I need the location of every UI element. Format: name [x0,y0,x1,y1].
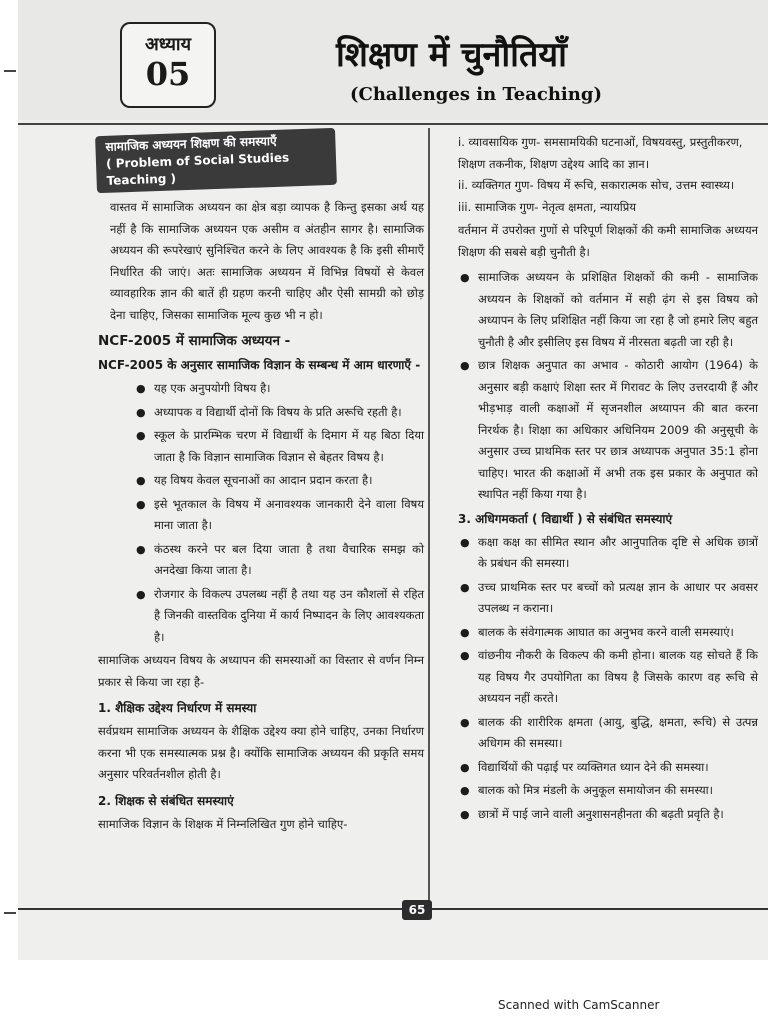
list-item: ● बालक को मित्र मंडली के अनुकूल समायोजन की समस्या। [458,780,758,802]
chapter-label: अध्याय [144,34,192,55]
ncf-heading: NCF-2005 में सामाजिक अध्ययन - [98,333,291,349]
list-item: ● छात्रों में पाई जाने वाली अनुशासनहीनता की बढ़ती प्रवृति है। [458,804,758,826]
right-column [458,132,758,827]
list-item: ● कक्षा कक्ष का सीमित स्थान और आनुपातिक दृष्टि से अधिक छात्रों के प्रबंधन की समस्या। [458,532,758,575]
chapter-header [18,0,768,120]
list-item: ● उच्च प्राथमिक स्तर पर बच्चों को प्रत्यक्ष ज्ञान के आधार पर अवसर उपलब्ध न कराना। [458,577,758,620]
list-item: ● स्कूल के प्रारम्भिक चरण में विद्यार्थी के दिमाग में यह बिठा दिया जाता है कि विज्ञान सामाजिक विज्ञान से बेहतर विषय है। [134,425,424,468]
page-number: 65 [402,900,432,920]
list-item: ● कंठस्थ करने पर बल दिया जाता है तथा वैचारिक समझ को अनदेखा किया जाता है। [134,539,424,582]
list-item: ● बालक के संवेगात्मक आघात का अनुभव करने वाली समस्याएं। [458,622,758,644]
scanner-watermark: Scanned with CamScanner [498,998,660,1012]
list-item: ● यह एक अनुपयोगी विषय है। [134,378,424,400]
section-2-text: सामाजिक विज्ञान के शिक्षक में निम्नलिखित गुण होने चाहिए- [98,816,348,831]
list-item: ● विद्यार्थियों की पढ़ाई पर व्यक्तिगत ध्यान देने की समस्या। [458,757,758,779]
list-item: ● बालक की शारीरिक क्षमता (आयु, बुद्धि, क्षमता, रूचि) से उत्पन्न अधिगम की समस्या। [458,712,758,755]
qualities-summary: वर्तमान में उपरोक्त गुणों से परिपूर्ण शिक्षकों की कमी सामाजिक अध्ययन शिक्षण की सबसे बड़ी चुनौती है। [458,223,758,259]
chapter-number: 05 [145,55,191,93]
problems-intro: सामाजिक अध्ययन विषय के अध्यापन की समस्याओं का विस्तार से वर्णन निम्न प्रकार से किया जा रहा है- [98,653,424,689]
footer-divider [18,908,768,910]
list-item: ● रोजगार के विकल्प उपलब्ध नहीं है तथा यह उन कौशलों से रहित है जिनकी वास्तविक दुनिया में कार्य निष्पादन के लिए आवश्यकता है। [134,584,424,649]
ncf-bullet-list [98,378,424,648]
left-column [98,132,424,839]
scan-mark [4,70,16,72]
list-item: ● इसे भूतकाल के विषय में अनावश्यक जानकारी देने वाला विषय माना जाता है। [134,494,424,537]
chapter-badge [120,22,216,108]
list-item: ● यह विषय केवल सूचनाओं का आदान प्रदान करता है। [134,470,424,492]
quality-item: i. व्यावसायिक गुण- समसामयिकी घटनाओं, विषयवस्तु, प्रस्तुतीकरण, शिक्षण तकनीक, शिक्षण उद्देश्य आदि का ज्ञान। [458,135,743,171]
book-page [18,0,768,960]
quality-item: ii. व्यक्तिगत गुण- विषय में रूचि, सकारात्मक सोच, उत्तम स्वास्थ्य। [458,178,735,192]
section-1-text: सर्वप्रथम सामाजिक अध्ययन के शैक्षिक उद्देश्य क्या होने चाहिए, उनका निर्धारण करना भी एक समस्यात्मक प्रश्न है। क्योंकि सामाजिक अध्ययन की प्रकृति समय अनुसार परिवर्तनशील होती है। [98,724,424,781]
section-2-heading: 2. शिक्षक से संबंधित समस्याएं [98,793,234,808]
list-item: ● सामाजिक अध्ययन के प्रशिक्षित शिक्षकों की कमी - सामाजिक अध्ययन के शिक्षकों को वर्तमान में सही ढ़ंग से इस विषय को अध्यापन के लिए प्रशिक्षित नहीं किया जा रहा है जो हमारे लिए बहुत चुनौती है और इसीलिए इस विषय में नीरसता बढ़ती जा रही है। [458,267,758,353]
learner-bullet-list [458,532,758,826]
teacher-bullet-list [458,267,758,506]
section-1-heading: 1. शैक्षिक उद्देश्य निर्धारण में समस्या [98,701,257,715]
header-divider [18,123,768,125]
section-banner [95,128,337,193]
list-item: ● अध्यापक व विद्यार्थी दोनों कि विषय के प्रति अरूचि रहती है। [134,402,424,424]
section-3-heading: 3. अधिगमकर्ता ( विद्यार्थी ) से संबंधित समस्याएं [458,511,673,526]
list-item: ● वांछनीय नौकरी के विकल्प की कमी होना। बालक यह सोचते हैं कि यह विषय गैर उपयोगिता का विषय है जिसके कारण वह रूचि से अध्ययन नहीं करते। [458,645,758,710]
banner-title-hindi: सामाजिक अध्ययन शिक्षण की समस्याएँ [105,133,277,154]
banner-title-english: ( Problem of Social Studies Teaching ) [105,150,290,188]
chapter-title-hindi: शिक्षण में चुनौतियाँ [336,35,567,75]
list-item: ● छात्र शिक्षक अनुपात का अभाव - कोठारी आयोग (1964) के अनुसार बड़ी कक्षाएं शिक्षा स्तर में गिरावट के लिए उत्तरदायी हैं और भीड़भाड़ वाली कक्षाओं में सृजनशील अध्यापन की बात करना निरर्थक है। शिक्षा का अधिकार अधिनियम 2009 की अनुसूची के अनुसार उच्च प्राथमिक स्तर पर छात्र अध्यापक अनुपात 35:1 होना चाहिए। भारत की कक्षाओं में अभी तक इस प्रकार के अनुपात को स्थापित नहीं किया गया है। [458,355,758,506]
column-divider [428,128,430,908]
intro-paragraph: वास्तव में सामाजिक अध्ययन का क्षेत्र बड़ा व्यापक है किन्तु इसका अर्थ यह नहीं है कि सामाजिक अध्ययन एक असीम व अंतहीन सागर है। सामाजिक अध्ययन की रूपरेखाएं सुनिश्चित करने के लिए आवश्यक है कि इसी सीमाएँ निर्धारित की जाएं। अतः सामाजिक अध्ययन में विभिन्न विषयों से केवल व्यावहारिक ज्ञान की बातें ही ग्रहण करनी चाहिए और ऐसी सामग्री को छोड़ देना चाहिए, जिसका सामाजिक मूल्य कुछ भी न हो। [110,200,424,322]
ncf-subheading: NCF-2005 के अनुसार सामाजिक विज्ञान के सम्बन्ध में आम धारणाएँ - [98,358,421,372]
chapter-title-english: (Challenges in Teaching) [350,84,602,105]
quality-item: iii. सामाजिक गुण- नेतृत्व क्षमता, न्यायप्रिय [458,199,637,214]
scan-mark [4,912,16,914]
